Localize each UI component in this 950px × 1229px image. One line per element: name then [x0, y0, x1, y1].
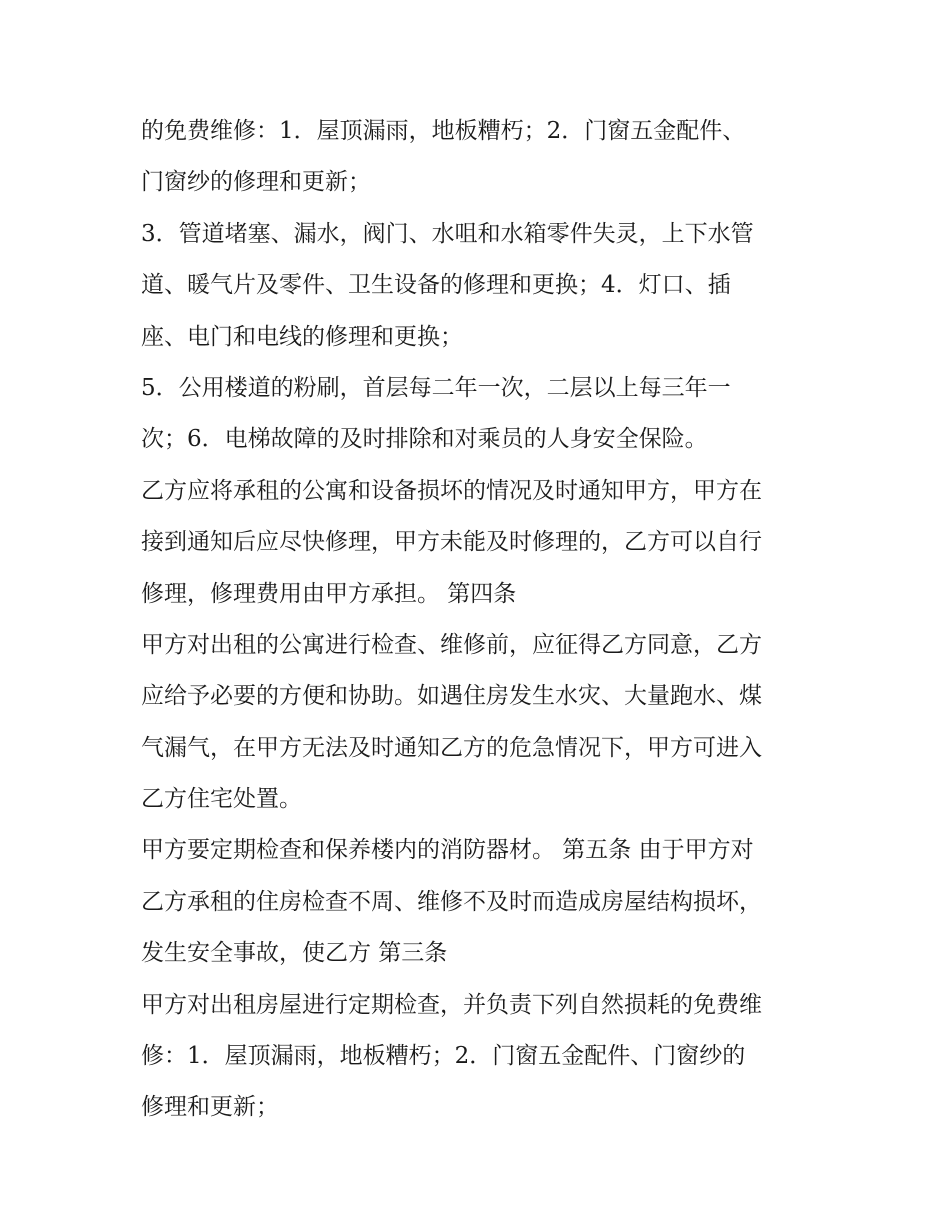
text-line: 修：1．屋顶漏雨，地板糟朽；2．门窗五金配件、门窗纱的 — [141, 1043, 746, 1070]
text-line: 修理，修理费用由甲方承担。 第四条 — [141, 580, 517, 607]
text-line: 应给予必要的方便和协助。如遇住房发生水灾、大量跑水、煤 — [141, 683, 762, 710]
text-line: 5．公用楼道的粉刷，首层每二年一次，二层以上每三年一 — [141, 374, 731, 401]
text-line: 发生安全事故，使乙方 第三条 — [141, 940, 448, 967]
text-line: 座、电门和电线的修理和更换； — [141, 323, 463, 350]
text-line: 3．管道堵塞、漏水，阀门、水咀和水箱零件失灵，上下水管 — [141, 220, 754, 247]
text-line: 甲方对出租房屋进行定期检查，并负责下列自然损耗的免费维 — [141, 991, 762, 1018]
text-line: 的免费维修：1．屋顶漏雨，地板糟朽；2．门窗五金配件、 — [141, 118, 746, 144]
text-line: 气漏气，在甲方无法及时通知乙方的危急情况下，甲方可进入 — [141, 734, 762, 761]
text-line: 道、暖气片及零件、卫生设备的修理和更换；4．灯口、插 — [141, 272, 731, 299]
text-line: 乙方住宅处置。 — [141, 786, 302, 813]
text-line: 乙方应将承租的公寓和设备损坏的情况及时通知甲方，甲方在 — [141, 477, 762, 504]
text-line: 修理和更新； — [141, 1094, 279, 1121]
text-line: 次；6．电梯故障的及时排除和对乘员的人身安全保险。 — [141, 426, 708, 453]
text-line: 甲方对出租的公寓进行检查、维修前，应征得乙方同意，乙方 — [141, 631, 762, 658]
text-line: 甲方要定期检查和保养楼内的消防器材。 第五条 由于甲方对 — [141, 837, 754, 864]
document-body — [141, 106, 821, 1134]
text-line: 乙方承租的住房检查不周、维修不及时而造成房屋结构损坏， — [141, 888, 762, 915]
text-line: 门窗纱的修理和更新； — [141, 169, 371, 196]
text-line: 接到通知后应尽快修理，甲方未能及时修理的，乙方可以自行 — [141, 529, 762, 556]
